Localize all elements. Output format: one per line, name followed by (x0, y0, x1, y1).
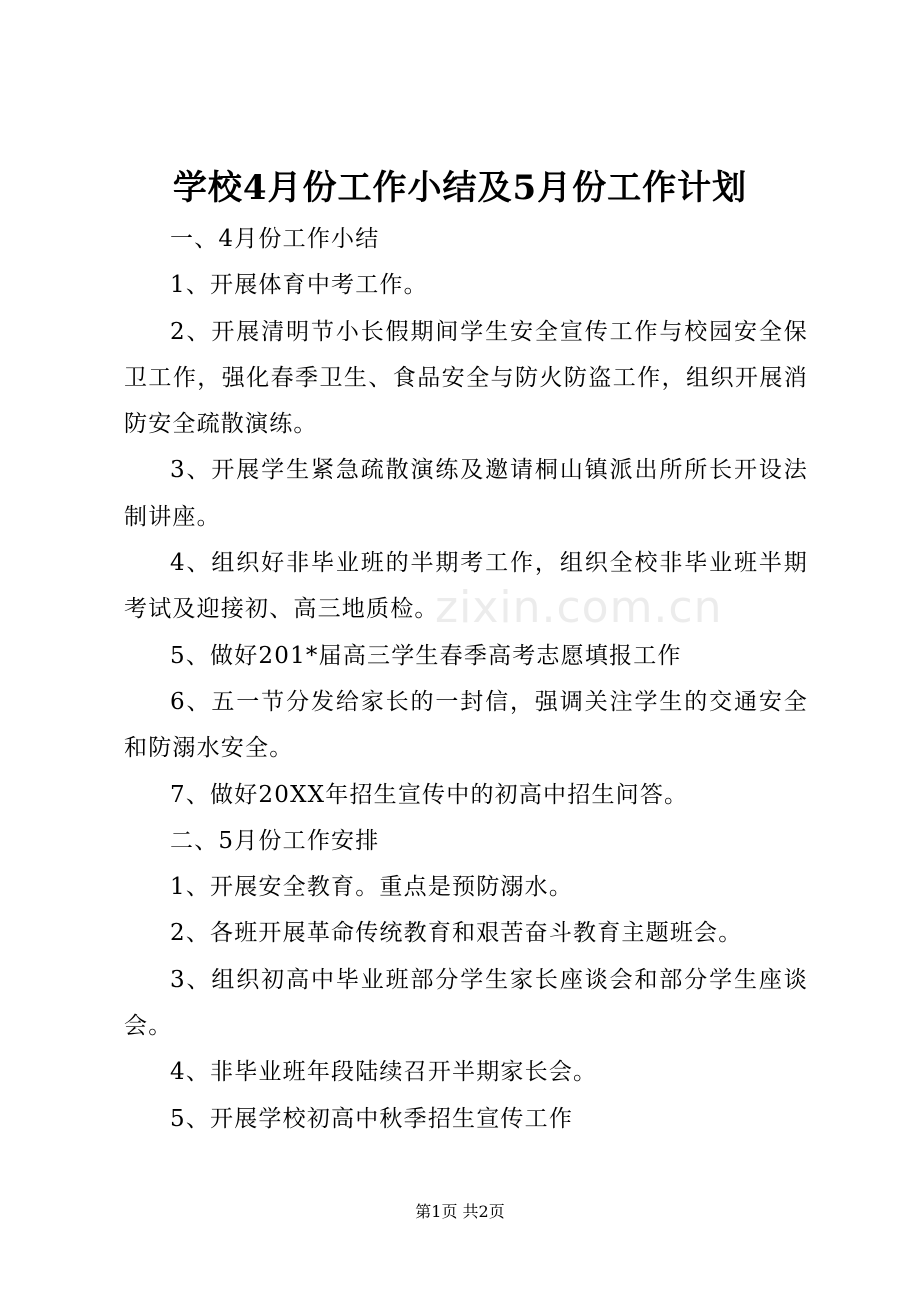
section-2-item: 2、各班开展革命传统教育和艰苦奋斗教育主题班会。 (170, 920, 743, 947)
page-footer: 第1页 共2页 (415, 1202, 505, 1221)
section-1-item: 2、开展清明节小长假期间学生安全宣传工作与校园安全保卫工作，强化春季卫生、食品安全与防火防盗工作，组织开展消防安全疏散演练。 (124, 318, 808, 438)
section-1-item: 4、组织好非毕业班的半期考工作，组织全校非毕业班半期考试及迎接初、高三地质检。 (124, 550, 808, 623)
section-1-item: 7、做好20XX年招生宣传中的初高中招生问答。 (170, 781, 689, 808)
section-2-item: 1、开展安全教育。重点是预防溺水。 (170, 874, 574, 901)
section-2-item: 3、组织初高中毕业班部分学生家长座谈会和部分学生座谈会。 (124, 966, 808, 1040)
section-1-heading: 一、4月份工作小结 (170, 226, 380, 252)
section-1-item: 1、开展体育中考工作。 (170, 272, 428, 299)
document-title: 学校4月份工作小结及5月份工作计划 (172, 168, 748, 208)
section-1-item: 5、做好201*届高三学生春季高考志愿填报工作 (170, 642, 682, 669)
section-2-heading: 二、5月份工作安排 (170, 827, 380, 854)
section-2-item: 5、开展学校初高中秋季招生宣传工作 (170, 1105, 574, 1132)
section-1-item: 6、五一节分发给家长的一封信，强调关注学生的交通安全和防溺水安全。 (124, 688, 808, 762)
watermark: zixin.com.cn (435, 582, 723, 633)
document-body (124, 216, 808, 1142)
section-2-item: 4、非毕业班年段陆续召开半期家长会。 (170, 1059, 598, 1086)
section-1-item: 3、开展学生紧急疏散演练及邀请桐山镇派出所所长开设法制讲座。 (124, 457, 808, 530)
